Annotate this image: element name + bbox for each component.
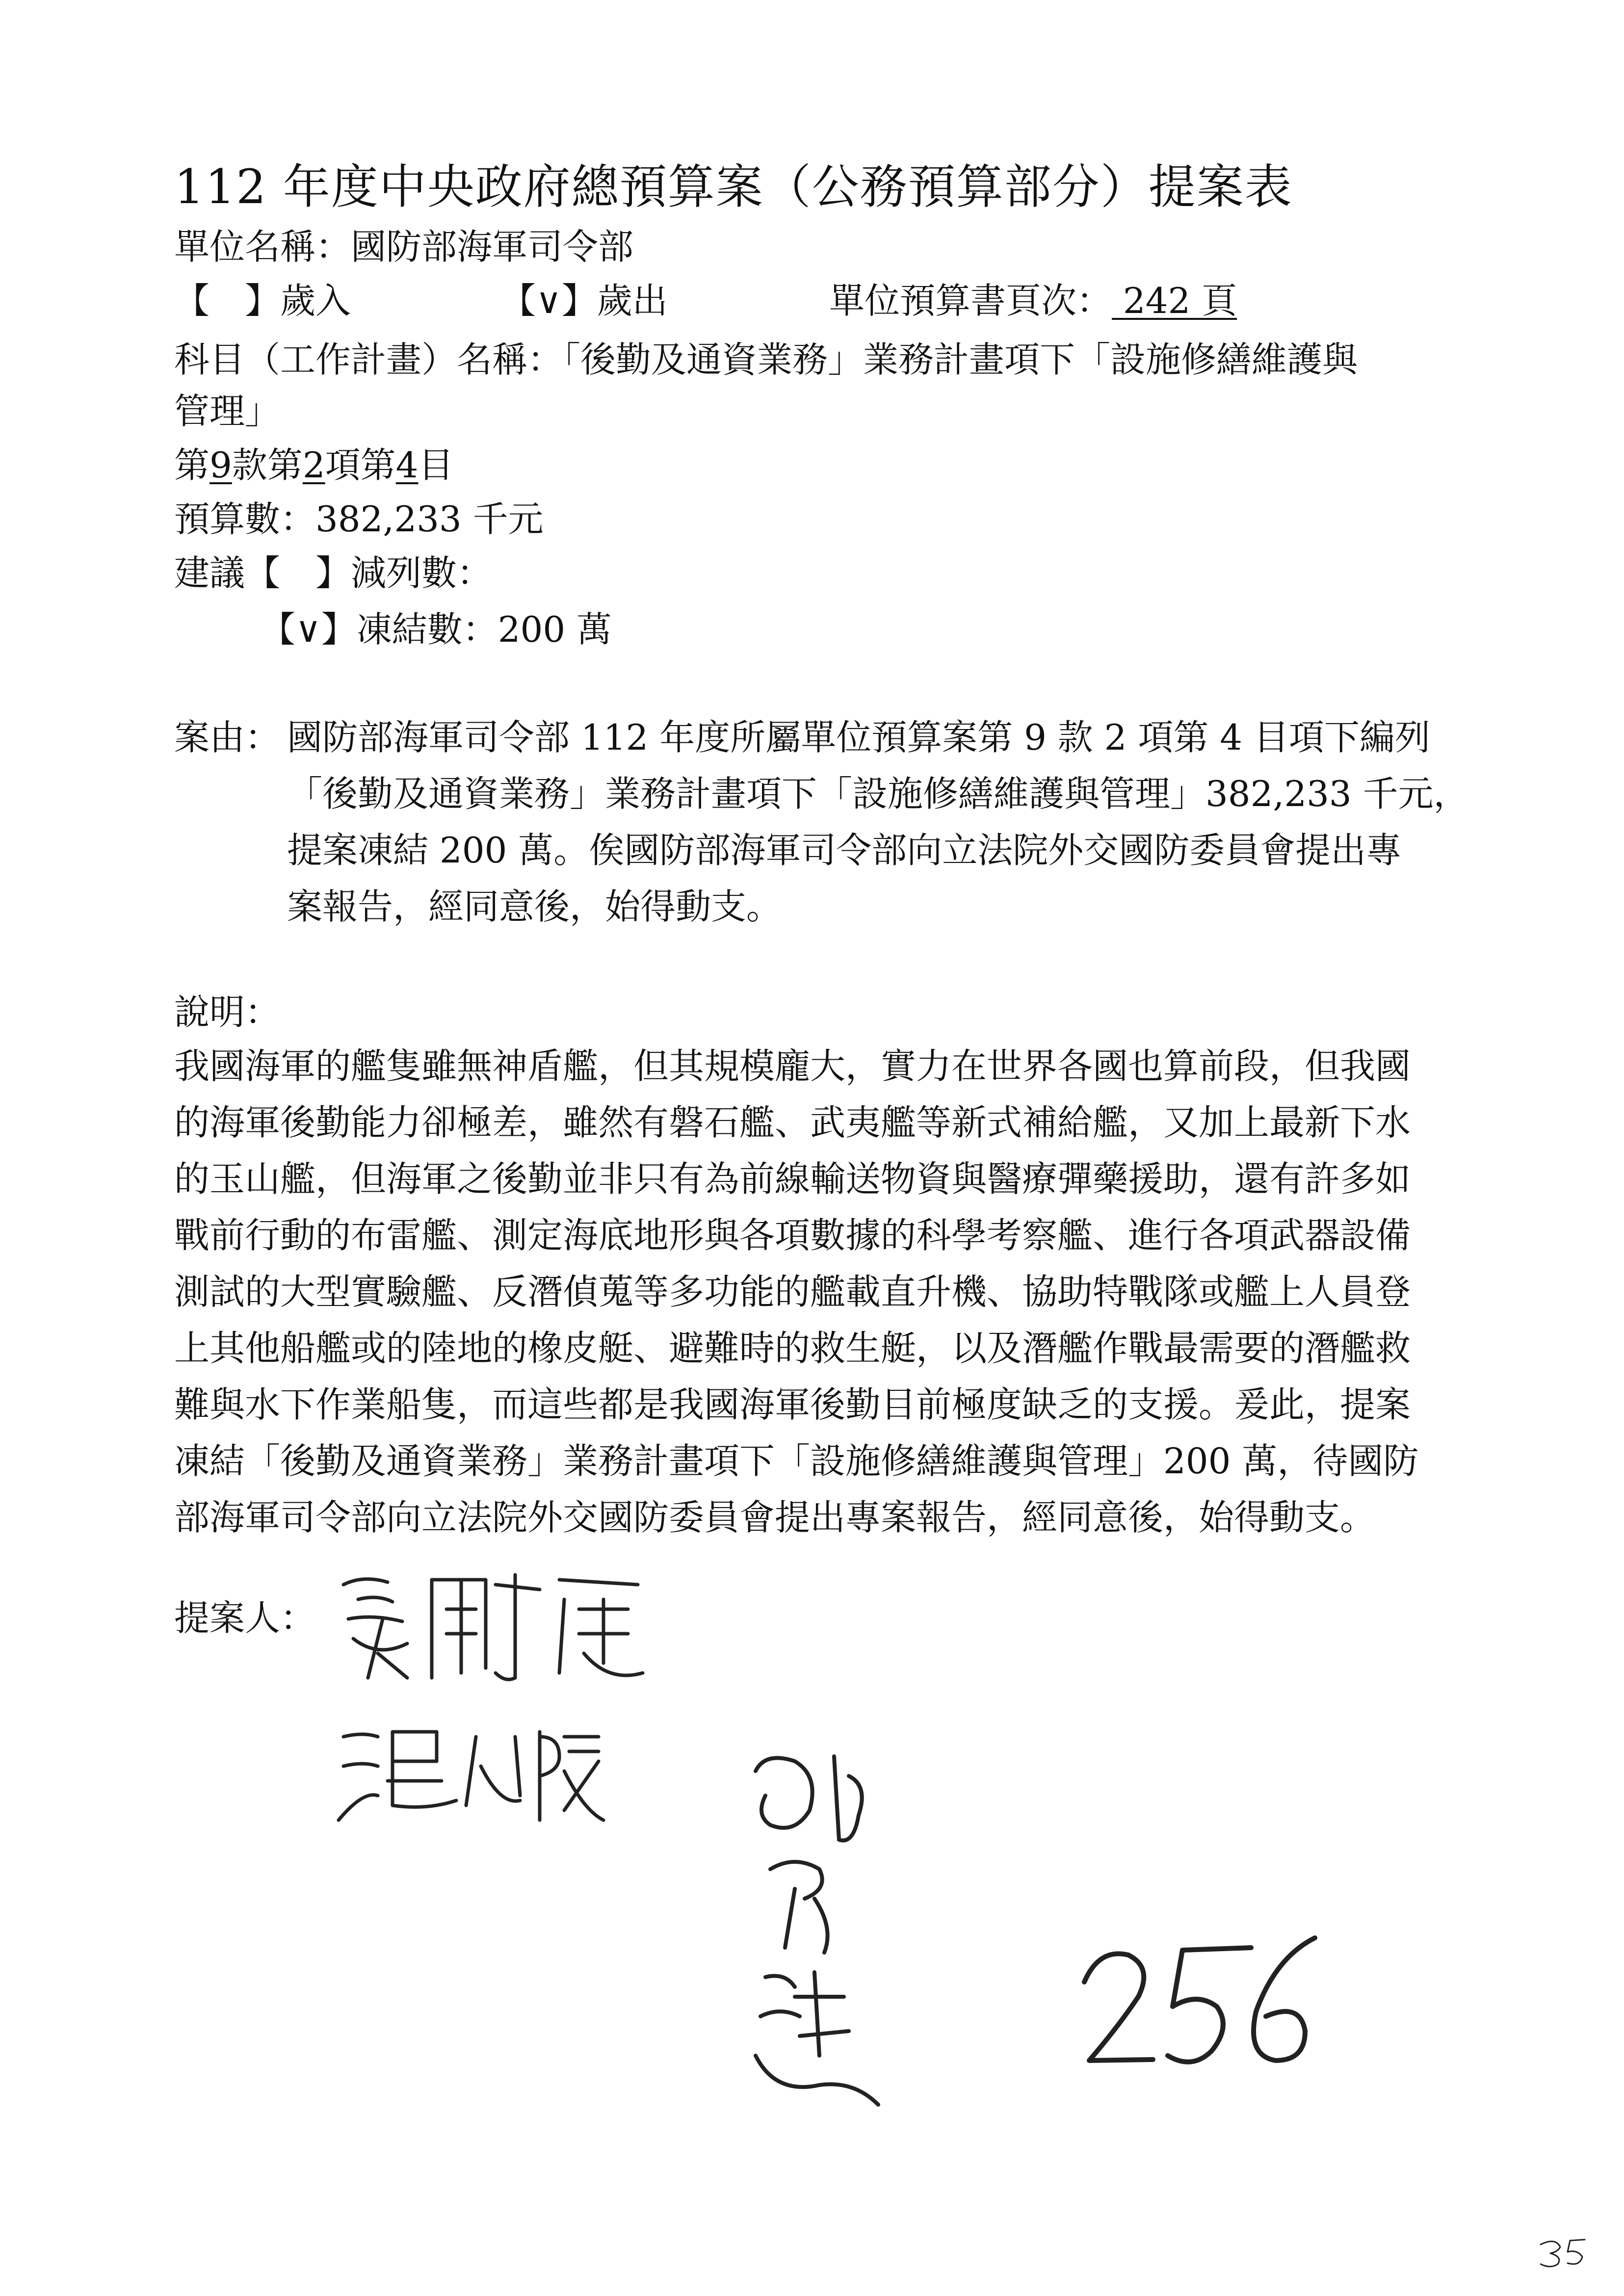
explain-line: 測試的大型實驗艦、反潛偵蒐等多功能的艦載直升機、協助特戰隊或艦上人員登 [174,1271,1411,1312]
item-xiang-suffix: 項第 [325,444,396,486]
unit-name: 國防部海軍司令部 [351,226,634,267]
explain-line: 凍結「後勤及通資業務」業務計畫項下「設施修繕維護與管理」200 萬，待國防 [174,1440,1419,1482]
reason-line: 國防部海軍司令部 112 年度所屬單位預算案第 9 款 2 項第 4 目項下編列 [287,717,1430,758]
page-ref-value: 242 頁 [1112,280,1237,321]
item-prefix: 第 [174,444,210,486]
signature-2 [334,1707,608,1835]
reason-line: 案報告，經同意後，始得動支。 [287,886,782,927]
suggest-reduce: 建議【 】減列數： [174,552,493,594]
suggest-freeze: 【∨】凍結數：200 萬 [260,609,612,650]
explain-line: 的海軍後勤能力卻極差，雖然有磐石艦、武夷艦等新式補給艦，又加上最新下水 [174,1102,1411,1143]
budget-item-code [174,437,454,488]
explain-line: 的玉山艦，但海軍之後勤並非只有為前線輸送物資與醫療彈藥援助，還有許多如 [174,1158,1411,1200]
explain-line: 我國海軍的艦隻雖無神盾艦，但其規模龐大，實力在世界各國也算前段，但我國 [174,1045,1411,1087]
item-mu-suffix: 目 [418,444,454,486]
signature-3 [736,1742,893,2114]
item-mu: 4 [395,444,419,486]
handwritten-count [1070,1928,1325,2085]
item-kuan: 9 [210,444,232,486]
corner-page-number [1536,2235,1590,2269]
item-xiang: 2 [302,444,325,486]
signature-1 [334,1555,648,1693]
page-reference [829,272,1237,323]
proposer-label: 提案人： [174,1597,316,1639]
income-checkbox: 【 】歲入 [174,280,351,321]
unit-label: 單位名稱： [174,226,351,267]
subject-line-2: 管理」 [174,391,281,432]
explain-label: 說明： [174,991,281,1033]
reason-label: 案由： [174,717,281,758]
unit-row [174,218,633,269]
explain-line: 部海軍司令部向立法院外交國防委員會提出專案報告，經同意後，始得動支。 [174,1497,1376,1538]
item-kuan-suffix: 款第 [232,444,303,486]
reason-line: 「後勤及通資業務」業務計畫項下「設施修繕維護與管理」382,233 千元， [287,773,1469,814]
reason-line: 提案凍結 200 萬。俟國防部海軍司令部向立法院外交國防委員會提出專 [287,830,1402,871]
explain-line: 上其他船艦或的陸地的橡皮艇、避難時的救生艇，以及潛艦作戰最需要的潛艦救 [174,1328,1411,1369]
budget-amount: 預算數：382,233 千元 [174,498,544,540]
page-title: 112 年度中央政府總預算案（公務預算部分）提案表 [174,159,1293,214]
subject-line-1: 科目（工作計畫）名稱：「後勤及通資業務」業務計畫項下「設施修繕維護與 [174,339,1358,380]
expense-checkbox: 【∨】歲出 [500,280,668,321]
explain-line: 戰前行動的布雷艦、測定海底地形與各項數據的科學考察艦、進行各項武器設備 [174,1215,1411,1256]
page-ref-label: 單位預算書頁次： [829,280,1112,321]
explain-line: 難與水下作業船隻，而這些都是我國海軍後勤目前極度缺乏的支援。爰此，提案 [174,1384,1411,1425]
